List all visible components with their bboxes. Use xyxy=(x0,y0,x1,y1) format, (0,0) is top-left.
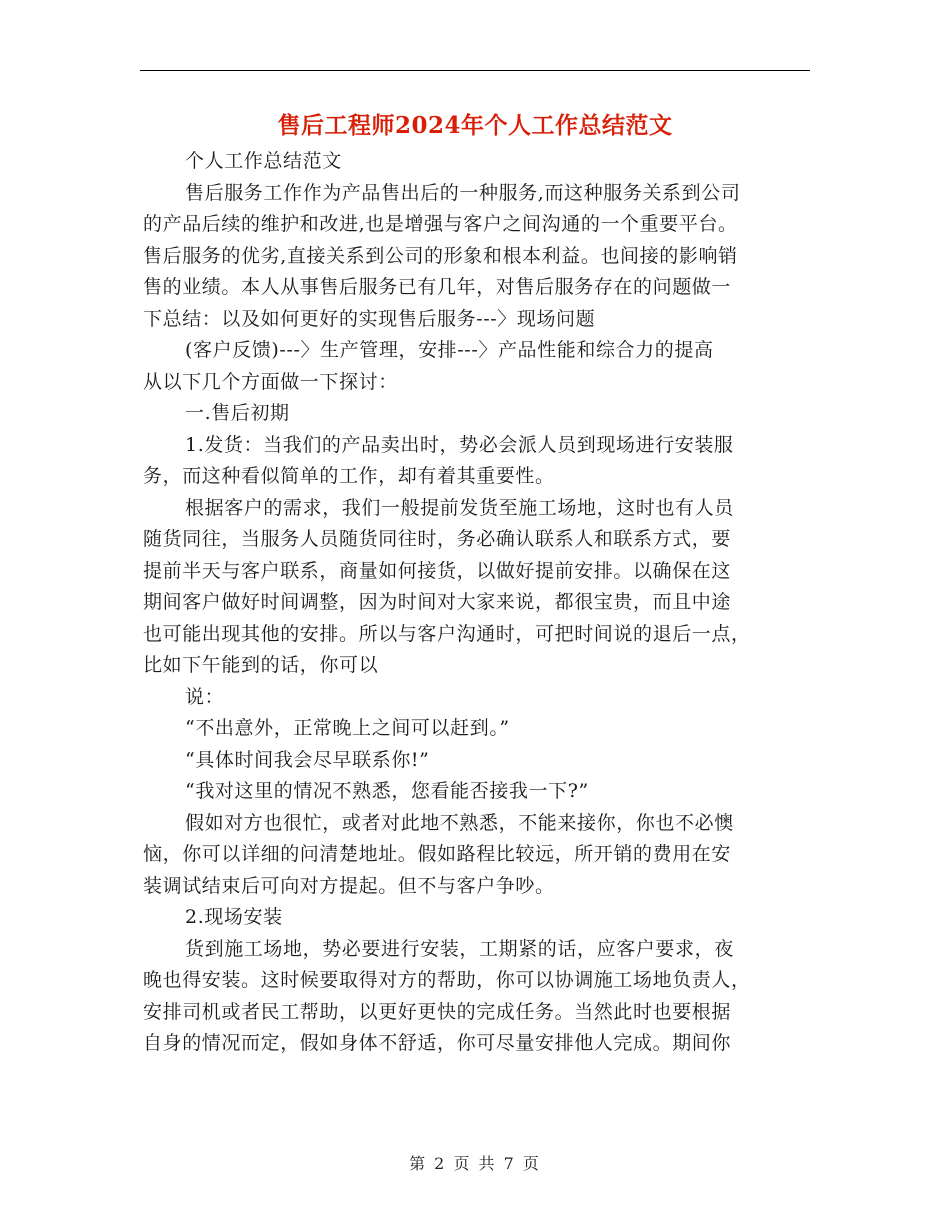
text-line: “具体时间我会尽早联系你!” xyxy=(185,748,430,771)
text-line: 根据客户的需求，我们一般提前发货至施工场地，这时也有人员 xyxy=(185,496,734,519)
text-line: 也可能出现其他的安排。所以与客户沟通时，可把时间说的退后一点， xyxy=(143,622,751,645)
text-line: 安排司机或者民工帮助，以更好更快的完成任务。当然此时也要根据 xyxy=(143,1000,732,1023)
text-line: 说： xyxy=(185,685,225,708)
text-line: 的产品后续的维护和改进,也是增强与客户之间沟通的一个重要平台。 xyxy=(143,213,738,235)
text-line: 售后服务工作作为产品售出后的一种服务,而这种服务关系到公司 xyxy=(185,181,741,204)
text-line: 比如下午能到的话，你可以 xyxy=(143,654,379,676)
text-line: 售的业绩。本人从事售后服务已有几年，对售后服务存在的问题做一 xyxy=(143,276,732,298)
text-line: 2.现场安装 xyxy=(185,906,283,928)
text-line: “不出意外，正常晚上之间可以赶到。” xyxy=(185,717,510,739)
text-line: 一.售后初期 xyxy=(185,402,290,424)
text-line: 下总结：以及如何更好的实现售后服务---〉现场问题 xyxy=(143,307,596,330)
text-line: 售后服务的优劣,直接关系到公司的形象和根本利益。也间接的影响销 xyxy=(143,244,738,267)
text-line: 假如对方也很忙，或者对此地不熟悉，不能来接你，你也不必懊 xyxy=(185,811,734,834)
header-rule xyxy=(140,70,810,71)
text-line: 自身的情况而定，假如身体不舒适，你可尽量安排他人完成。期间你 xyxy=(143,1032,732,1054)
text-line: 装调试结束后可向对方提起。但不与客户争吵。 xyxy=(143,874,555,897)
text-line: (客户反馈)---〉生产管理，安排---〉产品性能和综合力的提高 xyxy=(185,339,714,361)
text-line: 晚也得安装。这时候要取得对方的帮助，你可以协调施工场地负责人， xyxy=(143,969,751,991)
text-line: 恼，你可以详细的问清楚地址。假如路程比较远，所开销的费用在安 xyxy=(143,843,732,865)
text-line: 个人工作总结范文 xyxy=(185,150,342,172)
document-body xyxy=(143,146,813,1060)
text-line: 提前半天与客户联系，商量如何接货，以做好提前安排。以确保在这 xyxy=(143,559,732,582)
text-line: 务，而这种看似简单的工作，却有着其重要性。 xyxy=(143,465,555,487)
page-footer: 第 2 页 共 7 页 xyxy=(409,1154,541,1173)
text-line: 从以下几个方面做一下探讨： xyxy=(143,370,398,393)
text-line: 随货同往，当服务人员随货同往时，务必确认联系人和联系方式，要 xyxy=(143,528,732,550)
document-title: 售后工程师2024年个人工作总结范文 xyxy=(277,112,673,139)
text-line: 货到施工场地，势必要进行安装，工期紧的话，应客户要求，夜 xyxy=(185,937,734,960)
text-line: “我对这里的情况不熟悉，您看能否接我一下?” xyxy=(185,780,589,802)
text-line: 1.发货：当我们的产品卖出时，势必会派人员到现场进行安装服 xyxy=(185,433,734,456)
text-line: 期间客户做好时间调整，因为时间对大家来说，都很宝贵，而且中途 xyxy=(143,591,732,613)
